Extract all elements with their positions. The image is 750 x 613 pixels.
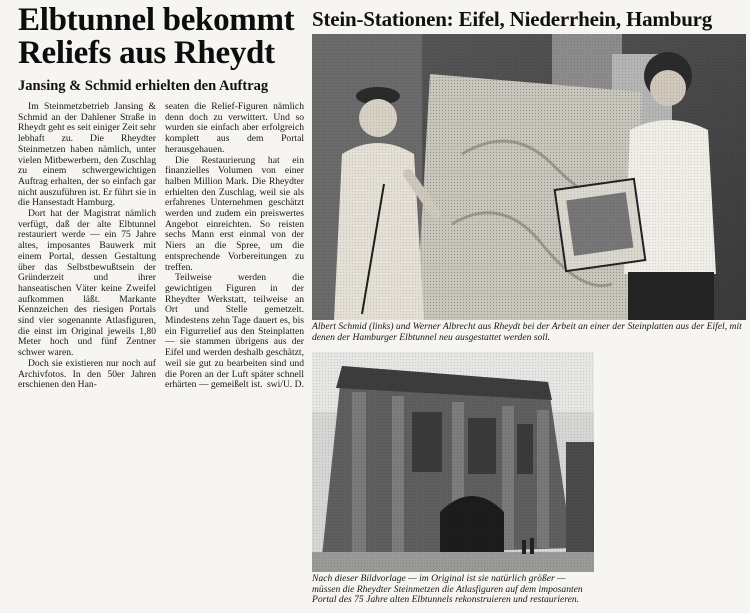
photo-section-headline: Stein-Stationen: Eifel, Niederrhein, Hamburg xyxy=(312,7,713,31)
headline-line-1: Elbtunnel bekommt xyxy=(18,2,295,38)
headline-line-2: Reliefs aus Rheydt xyxy=(18,35,275,71)
article-column-2 xyxy=(165,102,304,391)
paragraph: Teilweise werden die gewichtigen Figuren in der Rheydter Werkstatt, teilweise an Ort und Stelle gemetzelt. Mindestens zehn Tage dauert es, bis ein Figurrelief aus den Steinplatten — sie stammen übrigens aus der Eifel und werden deshalb geschätzt, weil sie gut zu bearbeiten sind und die Poren an der Luft später schnell erhärten — gemeißelt ist. xyxy=(165,272,304,391)
author-credit: swi/U. D. xyxy=(266,379,304,391)
photo-1-caption: Albert Schmid (links) und Werner Albrecht aus Rheydt bei der Arbeit an einer der Steinplatten aus der Eifel, mit denen der Hamburger Elbtunnel neu ausgestattet werden soll. xyxy=(312,321,742,343)
photo-2-caption: Nach dieser Bildvorlage — im Original ist sie natürlich größer — müssen die Rheydter Steinmetzen die Atlasfiguren auf dem imposanten Portal des 75 Jahre alten Elbtunnels rekonstruieren und restaurieren. xyxy=(312,573,583,606)
paragraph: Die Restaurierung hat ein finanzielles Volumen von einer halben Million Mark. Die Rheydter erhielten den Zuschlag, weil sie als erfahrenes Unternehmen geschätzt werden und zudem ein preiswertes Angebot einreichten. So reisten sechs Mann erst einmal von der Niers an die Spree, um die entsprechende Vorbereitungen zu treffen. xyxy=(165,154,304,273)
paragraph: Doch sie existieren nur noch auf Archivfotos. In den 50er Jahren erschienen den Han- xyxy=(18,357,156,391)
stonemasons-photo xyxy=(312,34,746,320)
elbtunnel-portal-photo xyxy=(312,352,594,572)
stonemasons-photo-graphic xyxy=(312,34,746,320)
paragraph: Dort hat der Magistrat nämlich verfügt, daß der alte Elbtunnel restauriert werde — ein 75 Jahre altes, imposantes Bauwerk mit einem Portal, dessen Gestaltung über das Selbstbewußtsein der Gründerzeit und ihrer hanseatischen Väter keine Zweifel aufkommen läßt. Markante Kennzeichen des riesigen Portals sind vier sogenannte Atlasfiguren, die einst im Original jeweils 1,80 Meter hoch und fünf Zentner schwer waren. xyxy=(18,208,156,359)
paragraph: seaten die Relief-Figuren nämlich denn doch zu verwittert. Und so wurden sie einfach aber erfolgreich komplett aus dem Portal herausgehauen. xyxy=(165,101,304,155)
article-column-1 xyxy=(18,102,156,391)
article-headline xyxy=(18,4,318,70)
elbtunnel-portal-graphic xyxy=(312,352,594,572)
article-subheadline: Jansing & Schmid erhielten den Auftrag xyxy=(18,78,269,94)
paragraph: Im Steinmetzbetrieb Jansing & Schmid an der Dahlener Straße in Rheydt geht es seit einiger Zeit sehr lebhaft zu. Die Rheydter Steinmetzen haben nämlich, unter vielen Mitbewerbern, den Zuschlag zu einem schwergewichtigen Auftrag erhalten, der so einfach gar nicht auszuführen ist. Er führt sie in die Hansestadt Hamburg. xyxy=(18,101,157,209)
